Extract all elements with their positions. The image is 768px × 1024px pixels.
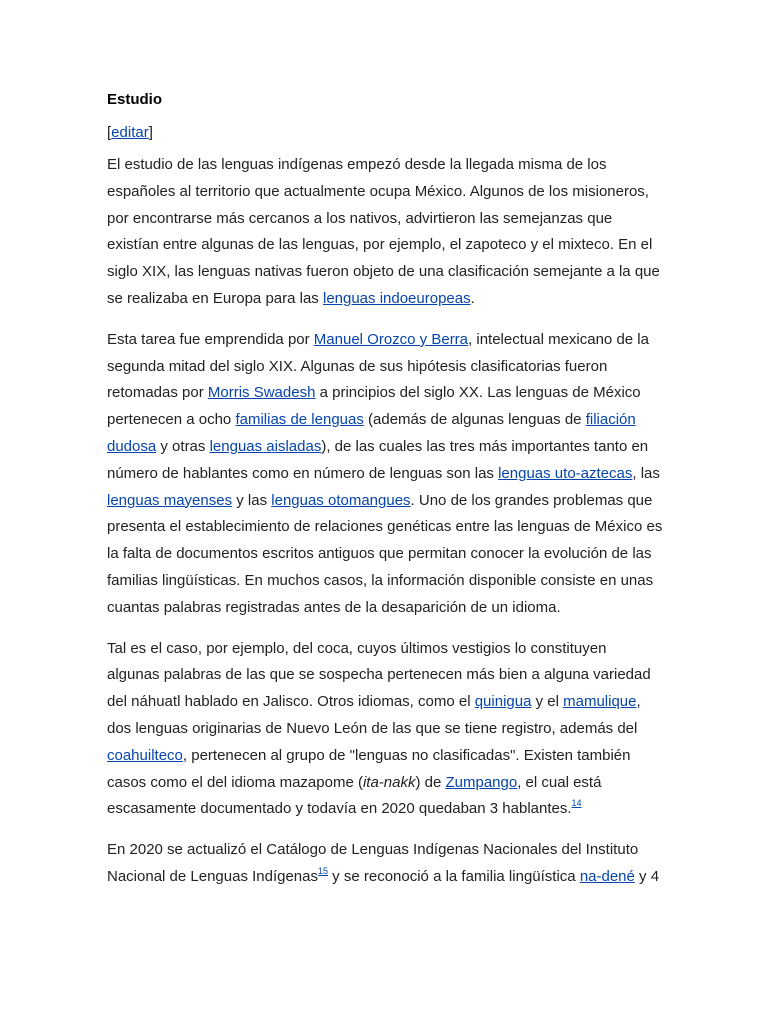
link-quinigua[interactable]: quinigua	[474, 693, 532, 711]
link-zumpango[interactable]: Zumpango	[445, 773, 518, 791]
link-lenguas-indoeuropeas[interactable]: lenguas indoeuropeas	[322, 289, 471, 307]
link-filiacion-dudosa[interactable]: filiación dudosa	[107, 411, 636, 455]
link-lenguas-aisladas[interactable]: lenguas aisladas	[209, 437, 322, 455]
section-title: Estudio	[107, 91, 162, 108]
edit-link[interactable]: editar	[111, 124, 149, 141]
reference-15[interactable]: 15	[318, 865, 329, 876]
link-mamulique[interactable]: mamulique	[563, 693, 637, 711]
link-morris-swadesh[interactable]: Morris Swadesh	[207, 384, 316, 402]
link-na-dene[interactable]: na-dené	[579, 867, 635, 885]
link-manuel-orozco-y-berra[interactable]: Manuel Orozco y Berra	[313, 330, 469, 348]
link-lenguas-mayenses[interactable]: lenguas mayenses	[107, 491, 233, 509]
paragraph-2: Esta tarea fue emprendida por Manuel Orozco y Berra, intelectual mexicano de la segunda mitad del siglo XIX. Algunas de sus hipótesis clasificatorias fueron retomadas por Morris Swadesh a principios del siglo XX. Las lenguas de México pertenecen a ocho familias de lenguas (además de algunas lenguas de filiación dudosa y otras lenguas aisladas), de las cuales las tres más importantes tanto en número de hablantes como en número de lenguas son las lenguas uto-aztecas, las lenguas mayenses y las lenguas otomangues. Uno de los grandes problemas que presenta el establecimiento de relaciones genéticas entre las lenguas de México es la falta de documentos escritos antiguos que permitan conocer la evolución de las familias lingüísticas. En muchos casos, la información disponible consiste en unas cuantas palabras registradas antes de la desaparición de un idioma.	[107, 330, 663, 616]
link-lenguas-otomangues[interactable]: lenguas otomangues	[271, 491, 411, 509]
paragraph-3: Tal es el caso, por ejemplo, del coca, cuyos últimos vestigios lo constituyen algunas palabras de las que se sospecha pertenecen más bien a alguna variedad del náhuatl hablado en Jalisco. Otros idiomas, como el quinigua y el mamulique, dos lenguas originarias de Nuevo León de las que se tiene registro, además del coahuilteco, pertenecen al grupo de "lenguas no clasificadas". Existen también casos como el del idioma mazapome (ita-nakk) de Zumpango, el cual está escasamente documentado y todavía en 2020 quedaban 3 hablantes.$^{14}$	[107, 639, 651, 818]
article-section	[107, 88, 663, 905]
paragraph-4: En 2020 se actualizó el Catálogo de Lenguas Indígenas Nacionales del Instituto Nacional de Lenguas Indígenas$^{15}$ y se reconoció a la familia lingüística na-dené y 4	[107, 841, 660, 885]
edit-section: [editar]	[107, 124, 153, 141]
paragraph-1: El estudio de las lenguas indígenas empezó desde la llegada misma de los españoles al territorio que actualmente ocupa México. Algunos de los misioneros, por encontrarse más cercanos a los nativos, advirtieron las semejanzas que existían entre algunas de las lenguas, por ejemplo, el zapoteco y el mixteco. En el siglo XIX, las lenguas nativas fueron objeto de una clasificación semejante a la que se realizaba en Europa para las lenguas indoeuropeas.	[107, 156, 660, 307]
reference-14[interactable]: 14	[571, 798, 582, 809]
link-lenguas-uto-aztecas[interactable]: lenguas uto-aztecas	[498, 464, 633, 482]
link-familias-de-lenguas[interactable]: familias de lenguas	[235, 411, 364, 429]
italic-ita-nakk: ita-nakk	[362, 773, 416, 791]
link-coahuilteco[interactable]: coahuilteco	[107, 746, 183, 764]
